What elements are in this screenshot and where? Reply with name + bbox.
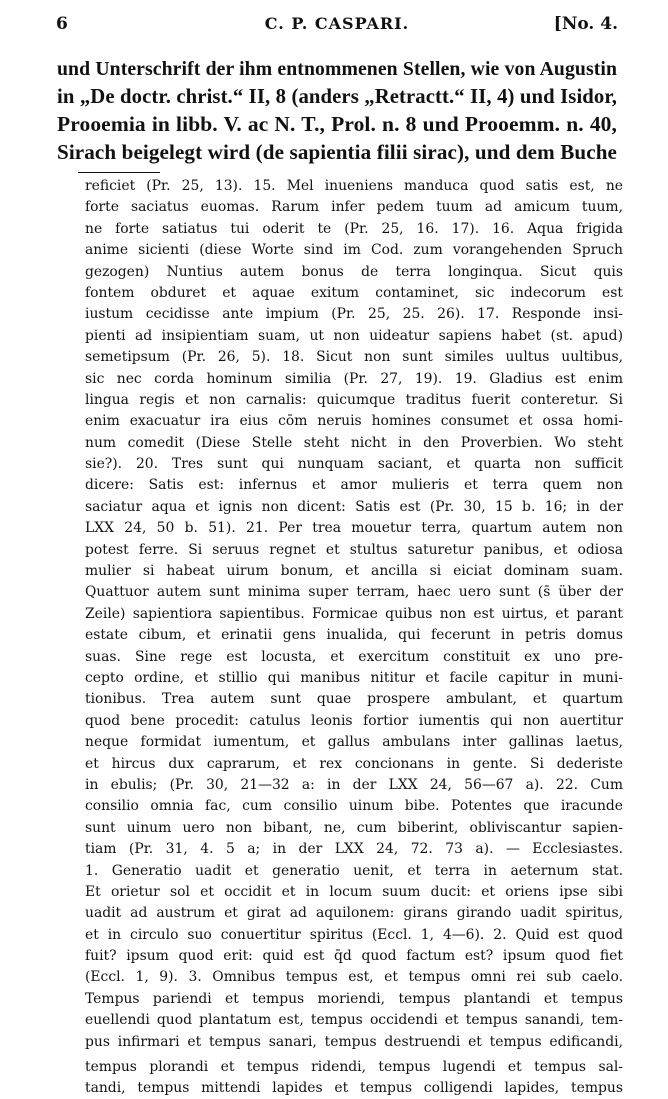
footnote-line: ne forte satiatus tui oderit te (Pr. 25, 16. 17). 16. Aqua frigida xyxy=(85,220,623,237)
running-header xyxy=(56,14,618,40)
footnote-line: tandi, tempus mittendi lapides et tempus colligendi lapides, tempus xyxy=(85,1080,623,1097)
main-text-line: und Unterschrift der ihm entnommenen Stellen, wie von Augustin xyxy=(57,58,617,80)
footnote-line: et hircus dux caprarum, et rex concionans in gente. Si dederiste xyxy=(85,755,623,772)
footnote-line: reficiet (Pr. 25, 13). 15. Mel inueniens manduca quod satis est, ne xyxy=(85,178,623,194)
footnote-line: sunt uinum uero non bibant, ne, cum biberint, obliviscantur sapien- xyxy=(85,819,623,836)
footnote-line: Et orietur sol et occidit et in locum suum ducit: et oriens ipse sibi xyxy=(85,883,623,900)
footnote-line: fontem obduret et aquae exitum contaminet, sic indecorum est xyxy=(85,284,623,301)
footnote-line: gezogen) Nuntius autem bonus de terra longinqua. Sicut quis xyxy=(85,263,623,280)
footnote-line: euellendi quod plantatum est, tempus occidendi et tempus sanandi, tem- xyxy=(85,1012,623,1029)
footnote-line: potest ferre. Si seruus regnet et stultus saturetur panibus, et odiosa xyxy=(85,541,623,558)
footnote-line: dicere: Satis est: infernus et amor mulieris et terra quem non xyxy=(85,477,623,494)
footnote-line: num comedit (Diese Stelle steht nicht in den Proverbien. Wo steht xyxy=(85,434,623,451)
footnote-line: consilio omnia fac, cum consilio uinum bibe. Potentes que iracunde xyxy=(85,798,623,815)
main-text-line: Sirach beigelegt wird (de sapientia filii sirac), und dem Buche xyxy=(57,139,617,164)
footnote-line: lingua regis et non carnalis: quicumque traditus fuerit conteretur. Si xyxy=(85,391,623,408)
footnote-line: suas. Sine rege est locusta, et exercitum constituit ex uno pre- xyxy=(85,648,623,665)
footnote-line: iustum cecidisse ante impium (Pr. 25, 25. 26). 17. Responde insi- xyxy=(85,306,623,323)
footnote-line: semetipsum (Pr. 26, 5). 18. Sicut non sunt similes uultus uultibus, xyxy=(85,349,623,366)
footnote-line: cepto ordine, et stillio qui manibus nititur et facile capitur in muni- xyxy=(85,669,623,686)
footnote-line: anime sicienti (diese Worte sind im Cod. zum vorangehenden Spruch xyxy=(85,242,623,259)
footnote-line: sic nec corda hominum similia (Pr. 27, 19). 19. Gladius est enim xyxy=(85,370,623,387)
section-number: [No. 4. xyxy=(553,14,618,34)
footnote-text xyxy=(85,176,623,1099)
footnote-line: neque formidat iumentum, et gallus ambulans inter gallinas laetus, xyxy=(85,734,623,751)
footnote-line: quod bene procedit: catulus leonis fortior iumentis qui non auertitur xyxy=(85,712,623,729)
main-text-line: Prooemia in libb. V. ac N. T., Prol. n. 8 und Prooemm. n. 40, xyxy=(57,112,617,136)
footnote-line: forte saciatus euomas. Rarum infer pedem tuum ad amicum tuum, xyxy=(85,199,623,216)
page-number: 6 xyxy=(56,14,68,34)
footnote-line: tempus plorandi et tempus ridendi, tempus lugendi et tempus sal- xyxy=(85,1059,623,1076)
footnote-line: tiam (Pr. 31, 4. 5 a; in der LXX 24, 72. 73 a). — Ecclesiastes. xyxy=(85,841,623,858)
footnote-line: pienti ad insipientiam suam, ut non uideatur sapiens habet (st. apud) xyxy=(85,327,623,344)
footnote-line: pus infirmari et tempus sanari, tempus destruendi et tempus edificandi, xyxy=(85,1033,623,1050)
footnote-line: Quattuor autem sunt minima super terram, haec uero sunt (s̄ über der xyxy=(85,584,623,601)
footnote-rule xyxy=(78,172,160,173)
footnote-line: fuit? ipsum quod erit: quid est q̄d quod factum est? ipsum quod fiet xyxy=(85,948,623,965)
footnote-line: LXX 24, 50 b. 51). 21. Per trea mouetur terra, quartum autem non xyxy=(85,520,623,537)
footnote-line: (Eccl. 1, 9). 3. Omnibus tempus est, et tempus omni rei sub caelo. xyxy=(85,969,623,986)
footnote-line: Zeile) sapientiora sapientibus. Formicae quibus non est uirtus, et parant xyxy=(85,605,623,622)
footnote-line: uadit ad austrum et girat ad aquilonem: girans girando uadit spiritus, xyxy=(85,905,623,922)
footnote-line: sie?). 20. Tres sunt qui nunquam saciant, et quarta non sufficit xyxy=(85,456,623,473)
footnote-line: 1. Generatio uadit et generatio uenit, et terra in aeternum stat. xyxy=(85,862,623,879)
footnote-line: et in circulo suo conuertitur spiritus (Eccl. 1, 4—6). 2. Quid est quod xyxy=(85,926,623,943)
footnote-line: tionibus. Trea autem sunt quae prospere ambulant, et quartum xyxy=(85,691,623,708)
footnote-line: estate cibum, et erinatii gens inualida, qui fecerunt in petris domus xyxy=(85,627,623,644)
footnote-line: mulier si habeat uirum bonum, et ancilla si eiciat dominam suam. xyxy=(85,563,623,580)
footnote-line: enim exacuatur ira eius cōm neruis homines consumet et ossa homi- xyxy=(85,413,623,430)
footnote-line: saciatur aqua et ignis non dicent: Satis est (Pr. 30, 15 b. 16; in der xyxy=(85,498,623,515)
footnote-line: in ebulis; (Pr. 30, 21—32 a: in der LXX 24, 56—67 a). 22. Cum xyxy=(85,776,623,793)
main-text xyxy=(57,56,617,166)
main-text-line: in „De doctr. christ.“ II, 8 (anders „Retractt.“ II, 4) und Isidor, xyxy=(57,85,617,108)
footnote-line: Tempus pariendi et tempus moriendi, tempus plantandi et tempus xyxy=(85,990,623,1007)
running-title: C. P. CASPARI. xyxy=(264,14,410,33)
